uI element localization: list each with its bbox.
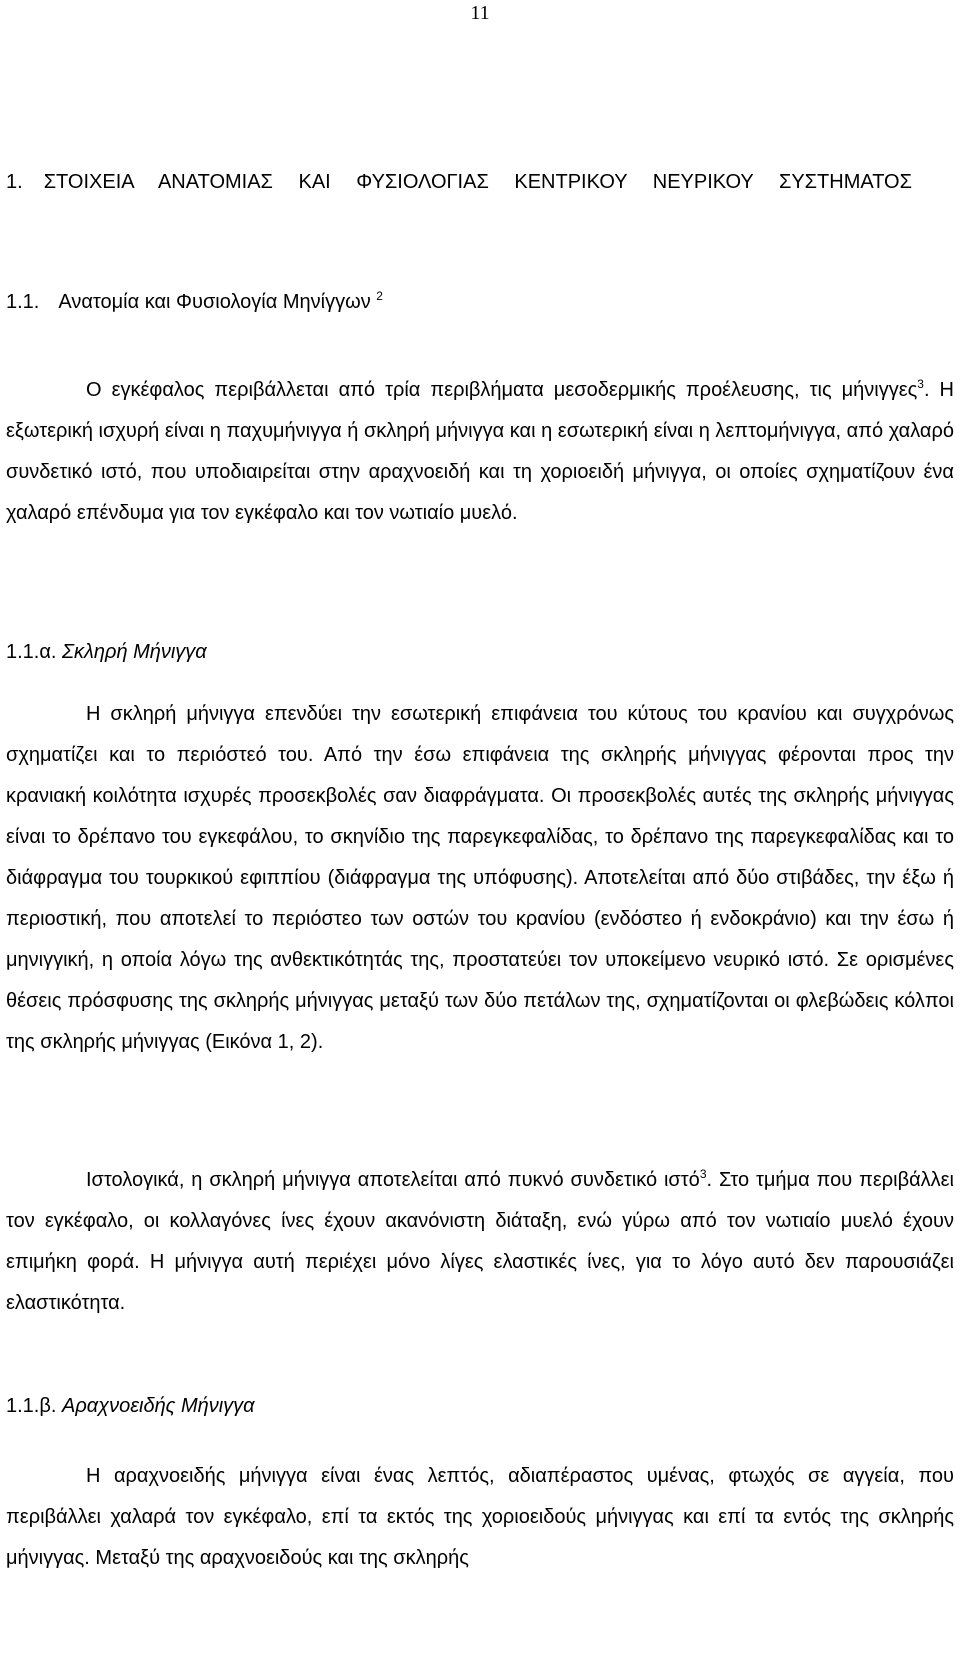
dura-paragraph-1: Η σκληρή μήνιγγα επενδύει την εσωτερική επιφάνεια του κύτους του κρανίου και συγχρόνως σχηματίζει και το περιόστεό του. Από την έσω επιφάνεια της σκληρής μήνιγγας φέρονται προς την κρανιακή κοιλότητα ισχυρές προσεκβολές σαν διαφράγματα. Οι προσεκβολές αυτές της σκληρής μήνιγγας είναι το δρέπανο του εγκεφάλου, το σκηνίδιο της παρεγκεφαλίδας, το δρέπανο της παρεγκεφαλίδας και το διάφραγμα του τουρκικού εφιππίου (διάφραγμα της υπόφυσης). Αποτελείται από δύο στιβάδες, την έξω ή περιοστική, που αποτελεί το περιόστεο των οστών του κρανίου (ενδόστεο ή ενδοκράνιο) και την έσω ή μηνιγγική, η οποία λόγω της ανθεκτικότητάς της, προστατεύει τον υποκείμενο νευρικό ιστό. Σε ορισμένες θέσεις πρόσφυσης της σκληρής μήνιγγας μεταξύ των δύο πετάλων της, σχηματίζονται οι φλεβώδεις κόλποι της σκληρής μήνιγγας (Εικόνα 1, 2).	[6, 703, 954, 1053]
dura-paragraph-2	[6, 1160, 954, 1324]
section-number: 1.1.	[6, 291, 40, 313]
footnote-ref: 3	[699, 1167, 707, 1181]
intro-text-2: . Η εξωτερική ισχυρή είναι η παχυμήνιγγα ή σκληρή μήνιγγα και η εσωτερική είναι η λεπτομήνιγγα, από χαλαρό συνδετικό ιστό, που υποδιαιρείται στην αραχνοειδή και τη χοριοειδή μήνιγγα, οι οποίες σχηματίζουν ένα χαλαρό επένδυμα για τον εγκέφαλο και τον νωτιαίο μυελό.	[6, 379, 954, 524]
arachnoid-paragraph: Η αραχνοειδής μήνιγγα είναι ένας λεπτός, αδιαπέραστος υμένας, φτωχός σε αγγεία, που περιβάλλει χαλαρά τον εγκέφαλο, επί τα εκτός της χοριοειδούς μήνιγγας και επί τα εντός της σκληρής μήνιγγας. Μεταξύ της αραχνοειδούς και της σκληρής	[6, 1465, 954, 1569]
footnote-ref: 2	[376, 289, 383, 303]
subsection-number: 1.1.α.	[6, 641, 57, 663]
section-heading	[6, 282, 954, 322]
subsection-title: Σκληρή Μήνιγγα	[62, 641, 207, 663]
dura-text-2: . Στο τμήμα που περιβάλλει τον εγκέφαλο, οι κολλαγόνες ίνες έχουν ακανόνιστη διάταξη, ενώ γύρω από τον νωτιαίο μυελό έχουν επιμήκη φορά. Η μήνιγγα αυτή περιέχει μόνο λίγες ελαστικές ίνες, για το λόγο αυτό δεν παρουσιάζει ελαστικότητα.	[6, 1169, 954, 1314]
subsection-title: Αραχνοειδής Μήνιγγα	[61, 1395, 255, 1417]
intro-text-1: Ο εγκέφαλος περιβάλλεται από τρία περιβλήματα μεσοδερμικής προέλευσης, τις μήνιγγες	[86, 379, 918, 401]
chapter-heading	[6, 162, 954, 202]
footnote-ref: 3	[917, 377, 924, 391]
subsection-heading-a	[6, 632, 954, 672]
section-title: Ανατομία και Φυσιολογία Μηνίγγων	[58, 291, 371, 313]
intro-paragraph	[6, 370, 954, 534]
dura-text-1: Ιστολογικά, η σκληρή μήνιγγα αποτελείται από πυκνό συνδετικό ιστό	[86, 1169, 700, 1191]
chapter-number: 1.	[6, 171, 23, 193]
subsection-heading-b	[6, 1386, 954, 1426]
chapter-title: ΣΤΟΙΧΕΙΑ ΑΝΑΤΟΜΙΑΣ ΚΑΙ ΦΥΣΙΟΛΟΓΙΑΣ ΚΕΝΤΡΙΚΟΥ ΝΕΥΡΙΚΟΥ ΣΥΣΤΗΜΑΤΟΣ	[43, 171, 912, 193]
page-number: 11	[470, 2, 490, 24]
subsection-number: 1.1.β.	[6, 1395, 57, 1417]
